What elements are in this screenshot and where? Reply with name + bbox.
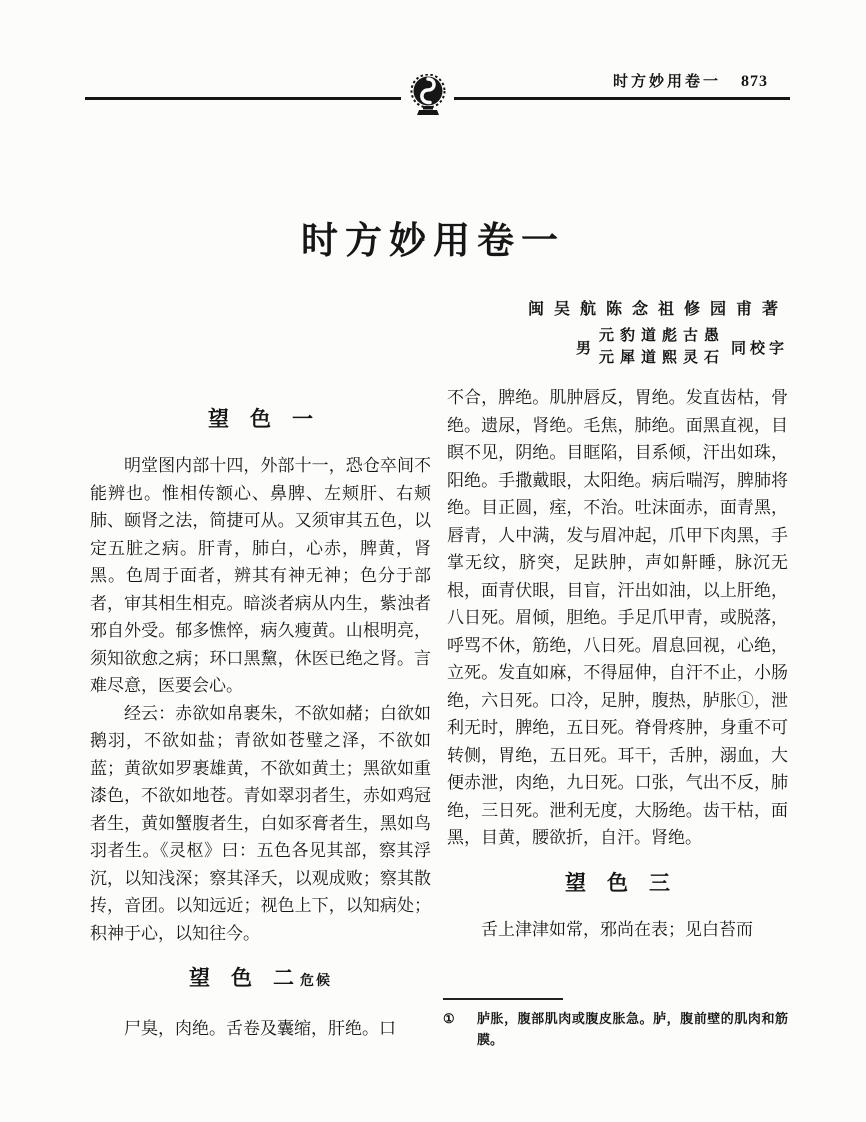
column-left xyxy=(90,398,431,1043)
paragraph-mingtang: 明堂图内部十四，外部十一，恐仓卒间不能辨也。惟相传额心、鼻脾、左颊肝、右颊肺、颐肾之法，简捷可从。又须审其五色，以定五脏之病。肝青，肺白，心赤，脾黄，肾黑。色周于面者，辨其有神无神；色分于部者，审其相生相克。暗淡者病从内生，紫浊者邪自外受。郁多憔悴，病久瘦黄。山根明亮，须知欲愈之病；环口黑黧，休医已绝之肾。言难尽意，医要会心。 xyxy=(90,456,431,695)
taiji-ornament-icon xyxy=(404,74,452,120)
footnote-separator xyxy=(443,998,563,1000)
paragraph-weihou-continuation: 不合，脾绝。肌肿唇反，胃绝。发直齿枯，骨绝。遗尿，肾绝。毛焦，肺绝。面黑直视，目瞑不见，阴绝。目眶陷，目系倾，汗出如珠，阳绝。手撒戴眼，太阳绝。病后喘泻，脾肺将绝。目正圆，痓，不治。吐沫面赤，面青黑，唇青，人中满，发与眉冲起，爪甲下肉黑，手掌无纹，脐突，足趺肿，声如鼾睡，脉沉无根，面青伏眼，目盲，汗出如油，以上肝绝，八日死。眉倾，胆绝。手足爪甲青，或脱落，呼骂不休，筋绝，八日死。眉息回视，心绝，立死。发直如麻，不得屈伸，自汗不止，小肠绝，六日死。口冷，足肿，腹热，胪胀①，泄利无时，脾绝，五日死。脊骨疼肿，身重不可转侧，胃绝，五日死。耳干，舌肿，溺血，大便赤泄，肉绝，九日死。口张，气出不反，肺绝，三日死。泄利无度，大肠绝。齿干枯，面黑，目黄，腰欲折，自汗。肾绝。 xyxy=(447,388,788,847)
page-number: 873 xyxy=(741,73,768,90)
byline-sons-names xyxy=(599,325,725,369)
section-heading-text: 望 色 三 xyxy=(565,870,670,895)
footnote-marker: ① xyxy=(443,1011,455,1026)
byline-proofreaders xyxy=(528,325,788,369)
header-rule-right xyxy=(454,97,790,100)
byline-son-1: 元豹道彪古愚 xyxy=(598,328,725,344)
header-rule-left xyxy=(85,97,401,100)
byline-sons-prefix: 男 xyxy=(575,340,591,357)
page-header xyxy=(540,70,768,91)
section-heading-wangse-2 xyxy=(90,963,431,997)
footnote xyxy=(443,1008,788,1050)
column-right xyxy=(447,384,788,943)
section-heading-wangse-1 xyxy=(90,404,431,434)
section-heading-text: 望 色 二 xyxy=(189,966,294,990)
section-heading-text: 望 色 一 xyxy=(208,407,313,431)
paragraph-wangse3-start: 舌上津津如常，邪尚在表；见白苔而 xyxy=(481,919,753,939)
byline xyxy=(528,296,788,369)
byline-son-2: 元犀道熙灵石 xyxy=(598,350,725,366)
byline-sons-suffix: 同校字 xyxy=(730,340,788,357)
paragraph-jingyun: 经云：赤欲如帛裹朱，不欲如赭；白欲如鹅羽，不欲如盐；青欲如苍璧之泽，不欲如蓝；黄欲如罗裹雄黄，不欲如黄土；黑欲如重漆色，不欲如地苍。青如翠羽者生，赤如鸡冠者生，黄如蟹腹者生，白如豕膏者生，黑如鸟羽者生。《灵枢》曰：五色各见其部，察其浮沉，以知浅深；察其泽夭，以观成败；察其散抟，音团。以知远近；视色上下，以知病处；积神于心，以知往今。 xyxy=(90,703,431,943)
section-heading-wangse-3 xyxy=(447,868,788,898)
chapter-title: 时方妙用卷一 xyxy=(301,221,565,262)
footnote-block xyxy=(443,998,788,1050)
paragraph-weihou-start: 尸臭，肉绝。舌卷及囊缩，肝绝。口 xyxy=(124,1019,396,1038)
running-title: 时方妙用卷一 xyxy=(612,74,721,90)
byline-author: 闽吴航陈念祖修园甫著 xyxy=(527,301,788,318)
footnote-text: 胪胀，腹部肌肉或腹皮胀急。胪，腹前壁的肌肉和筋膜。 xyxy=(477,1011,788,1047)
section-subheading-weihou: 危候 xyxy=(300,974,332,989)
